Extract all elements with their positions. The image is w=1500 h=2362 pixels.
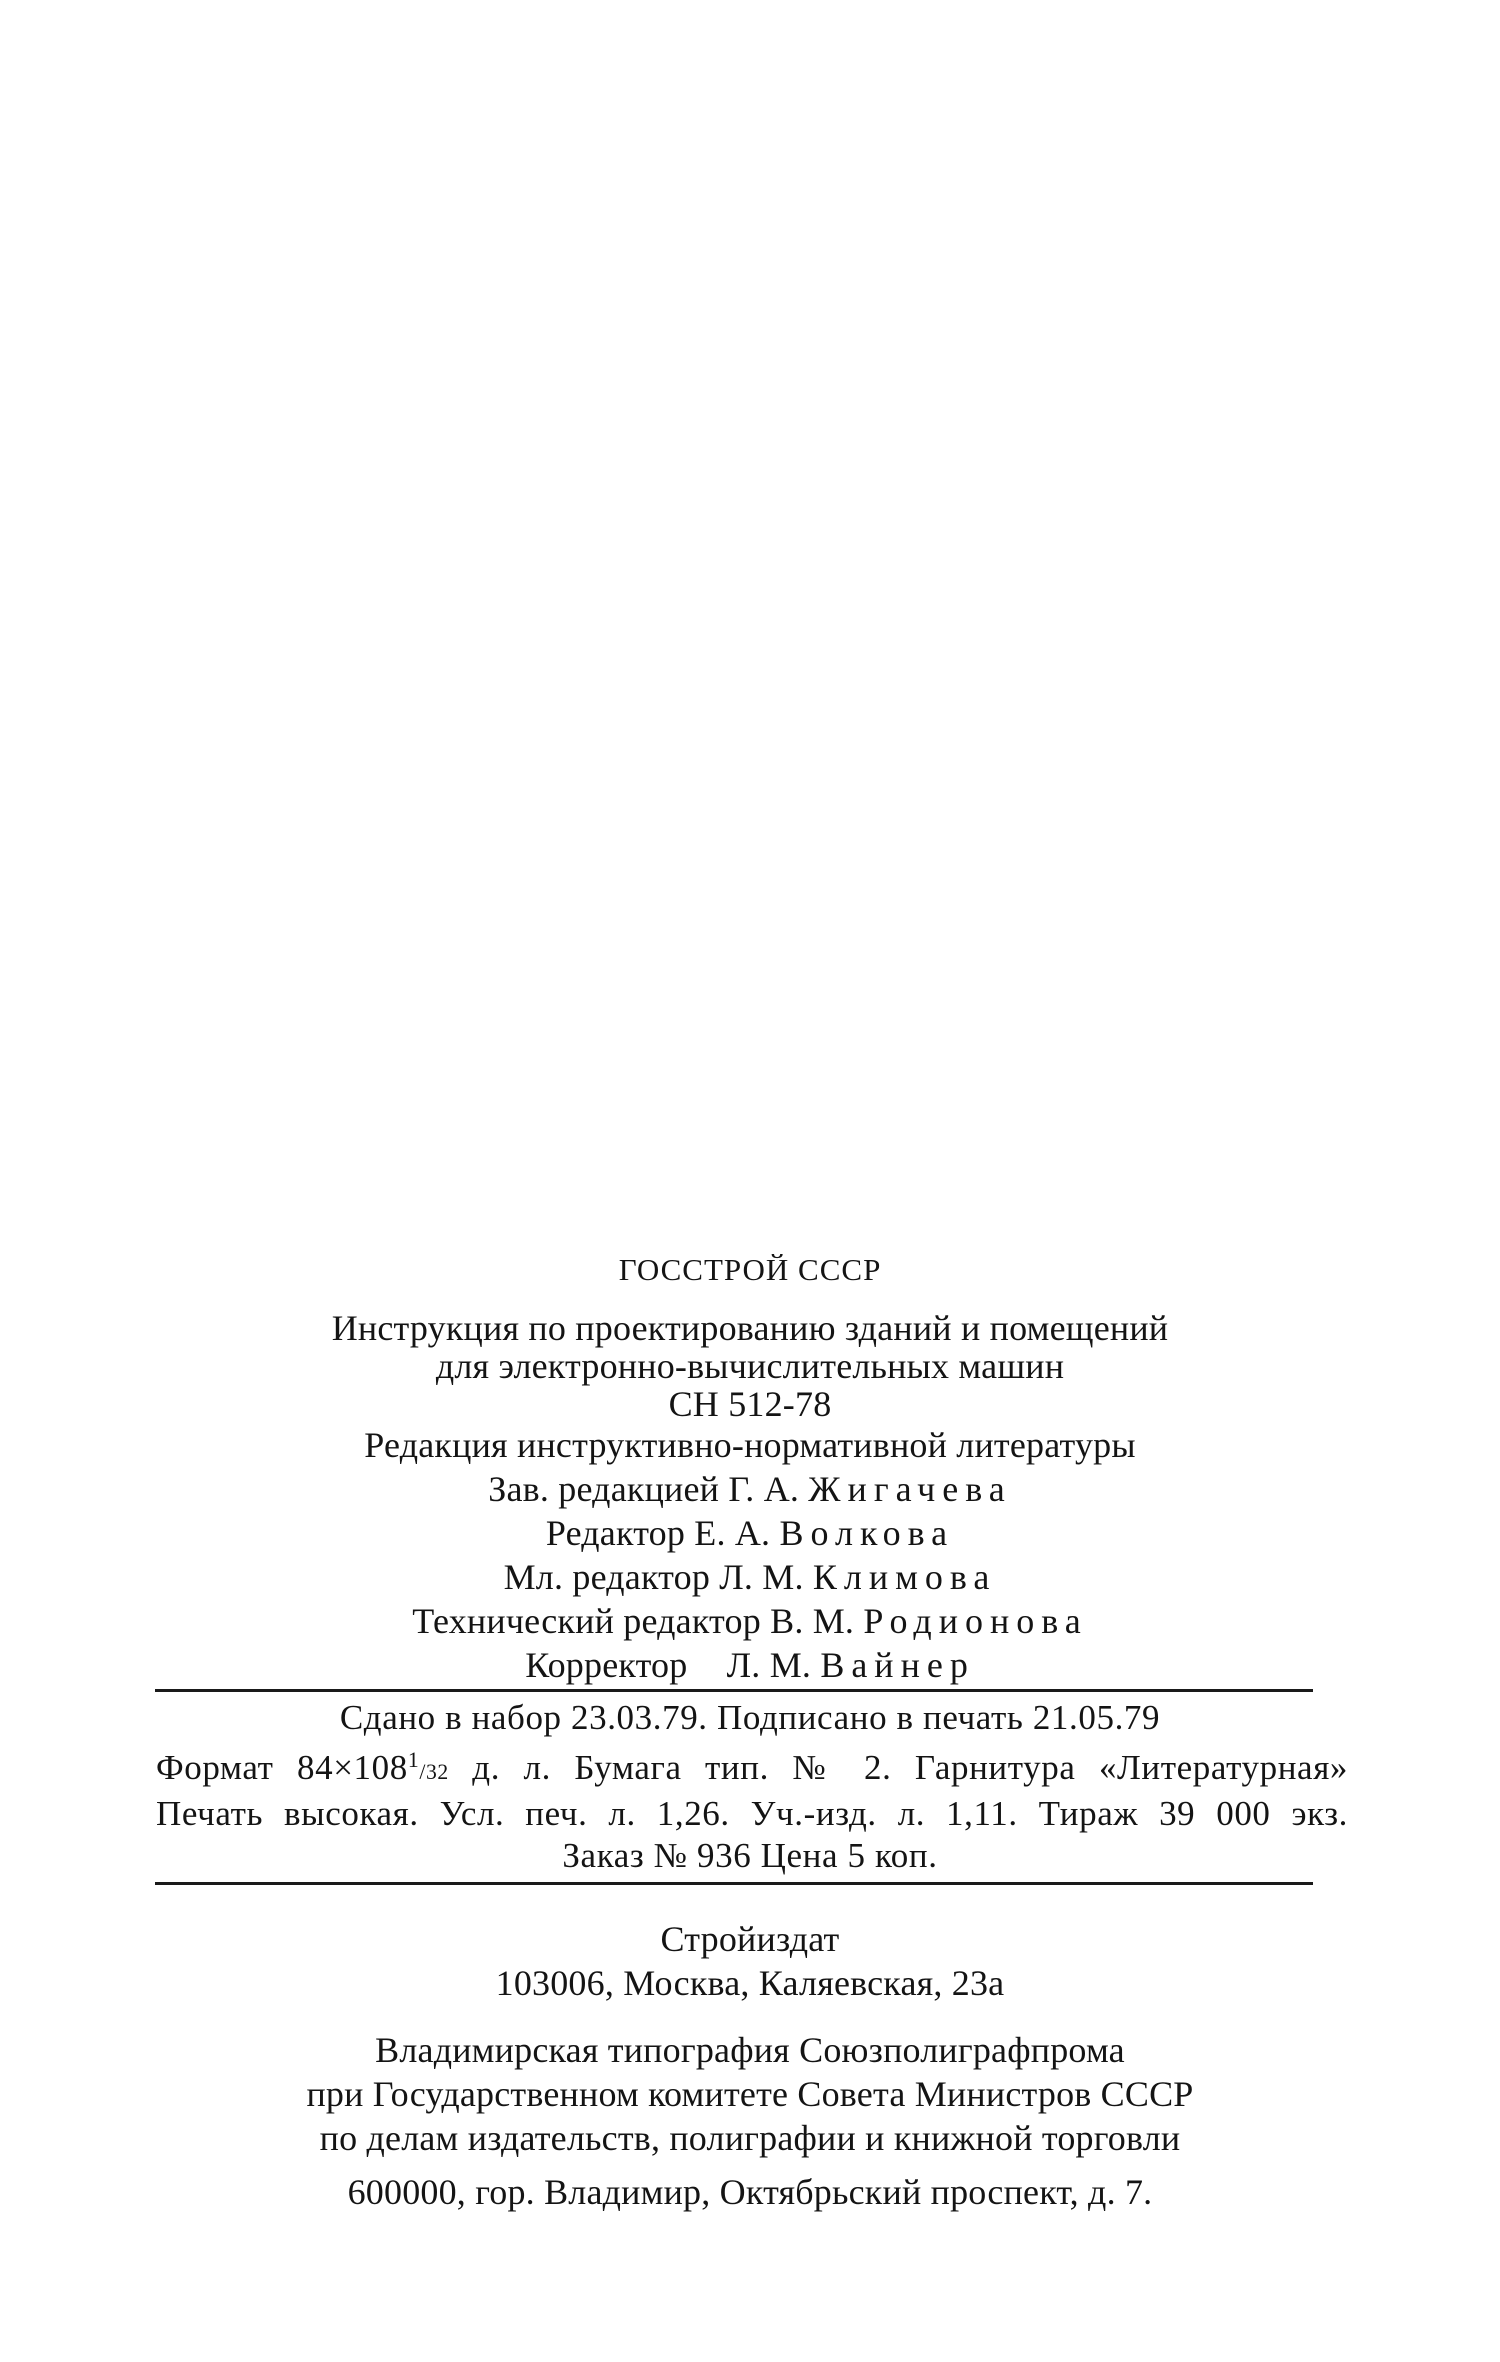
- tech-editor-credit: [0, 1599, 1500, 1643]
- document-code: СН 512-78: [668, 1384, 832, 1424]
- divider-bottom: [155, 1882, 1313, 1885]
- proofreader-initials: Л. М.: [726, 1645, 812, 1685]
- head-editor-credit: [0, 1467, 1500, 1511]
- junior-editor-credit: [0, 1555, 1500, 1599]
- printer-line-2: при Государственном комитете Совета Министров СССР: [306, 2074, 1194, 2114]
- imprint-block: [0, 1697, 1500, 1877]
- head-editor-role: Зав. редакцией Г. А.: [488, 1469, 800, 1509]
- imprint-print-details: Печать высокая. Усл. печ. л. 1,26. Уч.-изд. л. 1,11. Тираж 39 000 экз.: [156, 1793, 1348, 1833]
- editor-name: Волкова: [779, 1513, 955, 1553]
- publisher-address: 103006, Москва, Каляевская, 23а: [495, 1963, 1005, 2003]
- publisher-block: [0, 1917, 1500, 2005]
- printer-line-3: по делам издательств, полиграфии и книжной торговли: [319, 2118, 1181, 2158]
- proofreader-name: Вайнер: [820, 1645, 975, 1685]
- printer-address: 600000, гор. Владимир, Октябрьский проспект, д. 7.: [347, 2172, 1153, 2212]
- editorial-office: Редакция инструктивно-нормативной литературы: [364, 1425, 1136, 1465]
- divider-top: [155, 1689, 1313, 1692]
- tech-editor-name: Родионова: [863, 1601, 1088, 1641]
- document-title-line-1: Инструкция по проектированию зданий и помещений: [331, 1308, 1169, 1348]
- printer-line-1: Владимирская типография Союзполиграфпрома: [375, 2030, 1125, 2070]
- header-block: [0, 1248, 1500, 1426]
- editor-role: Редактор Е. А.: [545, 1513, 771, 1553]
- printer-block: [0, 2028, 1500, 2214]
- imprint-order: Заказ № 936 Цена 5 коп.: [562, 1835, 938, 1875]
- tech-editor-role: Технический редактор В. М.: [412, 1601, 855, 1641]
- proofreader-credit: [0, 1643, 1500, 1687]
- editorial-block: [0, 1423, 1500, 1687]
- imprint-dates: Сдано в набор 23.03.79. Подписано в печать 21.05.79: [339, 1698, 1161, 1737]
- format-prefix: Формат 84×108: [156, 1747, 408, 1787]
- org-name: ГОССТРОЙ СССР: [618, 1252, 882, 1287]
- head-editor-name: Жигачева: [808, 1469, 1012, 1509]
- editor-credit: [0, 1511, 1500, 1555]
- format-suffix: д. л. Бумага тип. № 2. Гарнитура «Литературная»: [448, 1747, 1348, 1787]
- junior-editor-role: Мл. редактор Л. М.: [503, 1557, 804, 1597]
- publisher-name: Стройиздат: [660, 1919, 840, 1959]
- format-numerator: 1: [407, 1748, 420, 1772]
- format-denominator: /32: [419, 1759, 449, 1784]
- imprint-format: [0, 1739, 1500, 1793]
- proofreader-role: Корректор: [525, 1645, 688, 1685]
- junior-editor-name: Климова: [812, 1557, 997, 1597]
- document-title-line-2: для электронно-вычислительных машин: [435, 1346, 1065, 1386]
